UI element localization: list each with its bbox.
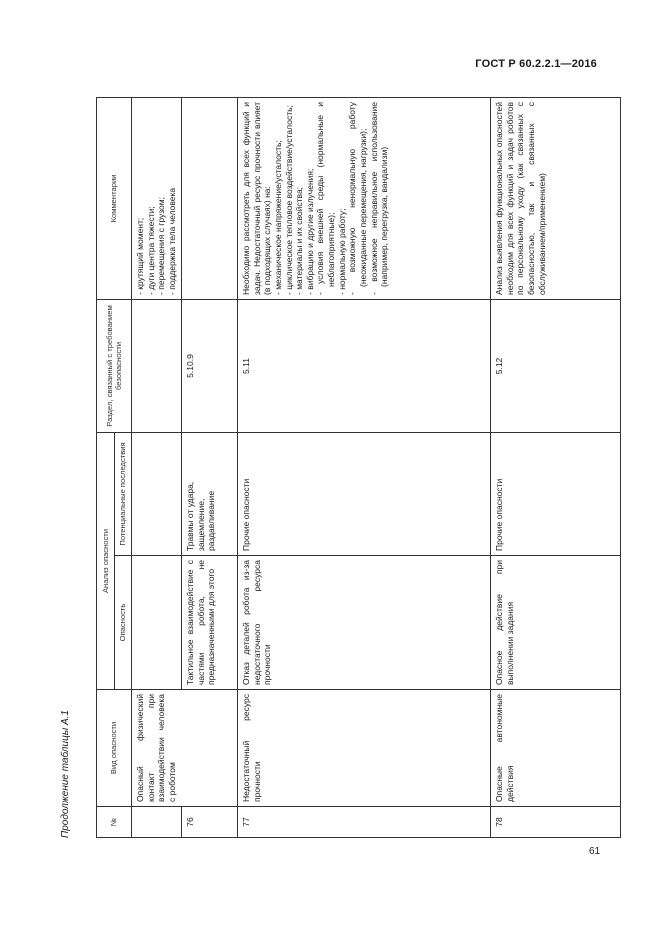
cell-section: 5.11 — [238, 299, 491, 432]
column-header-no: № — [97, 807, 132, 838]
comment-item: - дуги центра тяжести; — [146, 102, 157, 295]
comment-item: - циклическое тепловое воздействие/усталость; — [284, 102, 295, 295]
document-code: ГОСТ Р 60.2.2.1—2016 — [475, 58, 597, 70]
cell-section: 5.12 — [491, 299, 621, 432]
comment-item: - нормальную работу; — [337, 102, 348, 295]
cell-consequence — [132, 432, 182, 555]
column-header-section: Раздел, связанный с требованием безопасности — [97, 299, 132, 432]
comment-item: - крутящий момент; — [135, 102, 146, 295]
table-row — [132, 97, 182, 837]
cell-no: 77 — [238, 807, 491, 838]
hazard-table — [96, 97, 621, 838]
cell-consequence: Травмы от удара, защемление, раздавливание — [182, 432, 238, 555]
cell-consequence: Прочие опасности — [238, 432, 491, 555]
comment-item: - перемещения с грузом; — [156, 102, 167, 295]
cell-hazard: Отказ деталей робота из-за недостаточного ресурса прочности — [238, 556, 491, 690]
comment-item: - возможную ненормальную работу (неожиданные перемещения, нагрузки); — [347, 102, 368, 295]
cell-hazard-type: Опасные автономные действия — [491, 690, 621, 807]
comment-intro: Необходимо рассмотреть для всех функций и задач. Недостаточный ресурс прочности влияет (в подходящих случаях) на: — [241, 101, 273, 295]
comment-item: - условия внешней среды (нормальные и неблагоприятные); — [315, 102, 336, 295]
comment-item: - вибрацию и другие излучения; — [305, 102, 316, 295]
table-row — [491, 97, 621, 837]
cell-section: 5.10.9 — [182, 299, 238, 432]
comment-item: - механическое напряжение/усталость; — [273, 102, 284, 295]
rotated-table-wrapper — [60, 98, 589, 838]
cell-comments — [182, 97, 238, 299]
cell-hazard-type: Недостаточный ресурс прочности — [238, 690, 491, 807]
cell-consequence: Прочие опасности — [491, 432, 621, 555]
cell-no: 76 — [182, 807, 238, 838]
table-row — [238, 97, 491, 837]
column-header-comments: Комментарии — [97, 97, 132, 299]
cell-no: 78 — [491, 807, 621, 838]
page-number: 61 — [589, 846, 601, 857]
comment-item: - поддержка тела человека — [167, 102, 178, 295]
cell-no — [132, 807, 182, 838]
comment-item: - материалы и их свойства; — [294, 102, 305, 295]
cell-comments — [238, 97, 491, 299]
cell-comments — [132, 97, 182, 299]
table-caption: Продолжение таблицы А.1 — [60, 710, 71, 838]
comment-item: - возможное неправильное использование (например, перегрузка, вандализм) — [369, 102, 390, 295]
column-header-consequence: Потенциальные последствия — [115, 432, 132, 555]
cell-section — [132, 299, 182, 432]
cell-hazard — [132, 556, 182, 690]
cell-comments: Анализ выявления функциональных опасностей необходим для всех функций и задач роботов по персональному уходу (как связанных с безопасностью, так и связанных с обслуживанием/применением) — [491, 97, 621, 299]
column-header-hazard-analysis: Анализ опасности — [97, 432, 115, 689]
column-header-hazard: Опасность — [115, 556, 132, 690]
cell-hazard-type: Опасный физический контакт при взаимодействии человека с роботом — [132, 690, 238, 807]
cell-hazard: Опасное действие при выполнении задания — [491, 556, 621, 690]
column-header-hazard-type: Вид опасности — [97, 690, 132, 807]
cell-hazard: Тактильное взаимодействие с частями робота, не предназначенными для этого — [182, 556, 238, 690]
